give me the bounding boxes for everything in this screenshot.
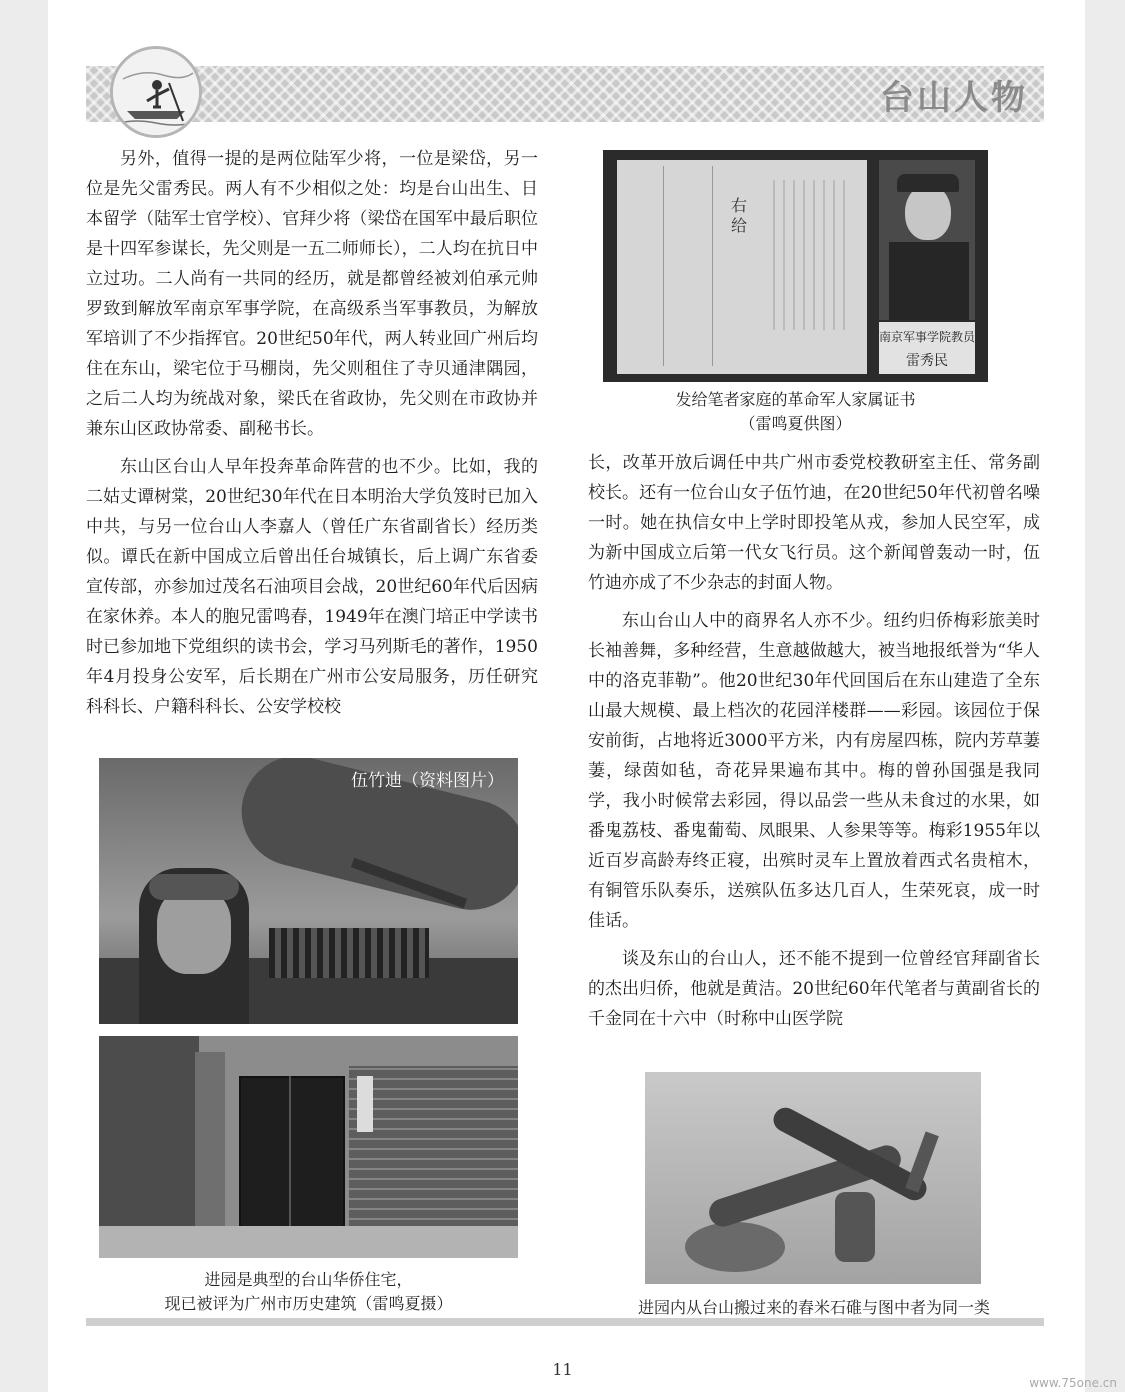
paragraph: 谈及东山的台山人，还不能不提到一位曾经官拜副省长的杰出归侨，他就是黄洁。20世纪60年代笔者与黄副省长的千金同在十六中（时称中山医学院	[588, 949, 1040, 1029]
pilot-photo-label: 伍竹迪（资料图片）	[351, 771, 504, 791]
site-watermark: www.75one.cn	[1029, 1376, 1117, 1390]
gate-caption	[99, 1268, 518, 1316]
paragraph: 东山台山人中的商界名人亦不少。纽约归侨梅彩旅美时长袖善舞，多种经营，生意越做越大，被当地报纸誉为“华人中的洛克菲勒”。他20世纪30年代回国后在东山建造了全东山最大规模、最上档次的花园洋楼群——彩园。该园位于保安前街，占地将近3000平方米，内有房屋四栋，院内芳草萋萋，绿茵如毡，奇花异果遍布其中。梅的曾孙国强是我同学，我小时候常去彩园，得以品尝一些从未食过的水果，如番鬼荔枝、番鬼葡萄、凤眼果、人参果等等。梅彩1955年以近百岁高龄寿终正寝，出殡时灵车上置放着西式名贵棺木，有铜管乐队奏乐，送殡队伍多达几百人，生荣死哀，成一时佳话。	[588, 611, 1040, 931]
certificate-name-text: 雷秀民	[906, 353, 948, 369]
gate-photo	[99, 1036, 518, 1258]
boatman-logo-icon	[110, 46, 202, 138]
right-text-column	[588, 448, 1040, 1034]
certificate-caption	[603, 388, 988, 436]
left-page-edge	[0, 0, 48, 1392]
section-title: 台山人物	[880, 78, 1028, 118]
certificate-stamp-text: 南京军事学院教员	[879, 330, 976, 344]
mortar-caption: 进园内从台山搬过来的舂米石碓与图中者为同一类	[637, 1298, 990, 1317]
mortar-photo	[645, 1072, 981, 1284]
section-header-band	[86, 66, 1044, 122]
footer-rule	[86, 1318, 1044, 1326]
certificate-photo	[603, 150, 988, 382]
caption-line: （雷鸣夏供图）	[739, 414, 852, 433]
caption-line: 发给笔者家庭的革命军人家属证书	[675, 390, 916, 409]
caption-line: 现已被评为广州市历史建筑（雷鸣夏摄）	[164, 1294, 453, 1313]
right-page-edge	[1085, 0, 1125, 1392]
paragraph: 长，改革开放后调任中共广州市委党校教研室主任、常务副校长。还有一位台山女子伍竹迪，在20世纪50年代初曾名噪一时。她在执信女中上学时即投笔从戎，参加人民空军，成为新中国成立后第一代女飞行员。这个新闻曾轰动一时，伍竹迪亦成了不少杂志的封面人物。	[588, 453, 1040, 593]
caption-line: 进园是典型的台山华侨住宅，	[204, 1270, 413, 1289]
pilot-photo	[99, 758, 518, 1024]
page-number: 11	[552, 1360, 573, 1379]
paragraph: 东山区台山人早年投奔革命阵营的也不少。比如，我的二姑丈谭树棠，20世纪30年代在日本明治大学负笈时已加入中共，与另一位台山人李嘉人（曾任广东省副省长）经历类似。谭氏在新中国成立后曾出任台城镇长，后上调广东省委宣传部，亦参加过茂名石油项目会战，20世纪60年代后因病在家休养。本人的胞兄雷鸣春，1949年在澳门培正中学读书时已参加地下党组织的读书会，学习马列斯毛的著作，1950年4月投身公安军，后长期在广州市公安局服务，历任研究科科长、户籍科科长、公安学校校	[86, 457, 538, 717]
left-text-column	[86, 144, 538, 722]
paragraph: 另外，值得一提的是两位陆军少将，一位是梁岱，另一位是先父雷秀民。两人有不少相似之处：均是台山出生、日本留学（陆军士官学校）、官拜少将（梁岱在国军中最后职位是十四军参谋长，先父则是一五二师师长），二人均在抗日中立过功。二人尚有一共同的经历，就是都曾经被刘伯承元帅罗致到解放军南京军事学院，在高级系当军事教员，为解放军培训了不少指挥官。20世纪50年代，两人转业回广州后均住在东山，梁宅位于马棚岗，先父则租住了寺贝通津隅园，之后二人均为统战对象，梁氏在省政协，先父则在市政协并兼东山区政协常委、副秘书长。	[86, 149, 538, 439]
certificate-side-label: 右给	[731, 196, 748, 235]
